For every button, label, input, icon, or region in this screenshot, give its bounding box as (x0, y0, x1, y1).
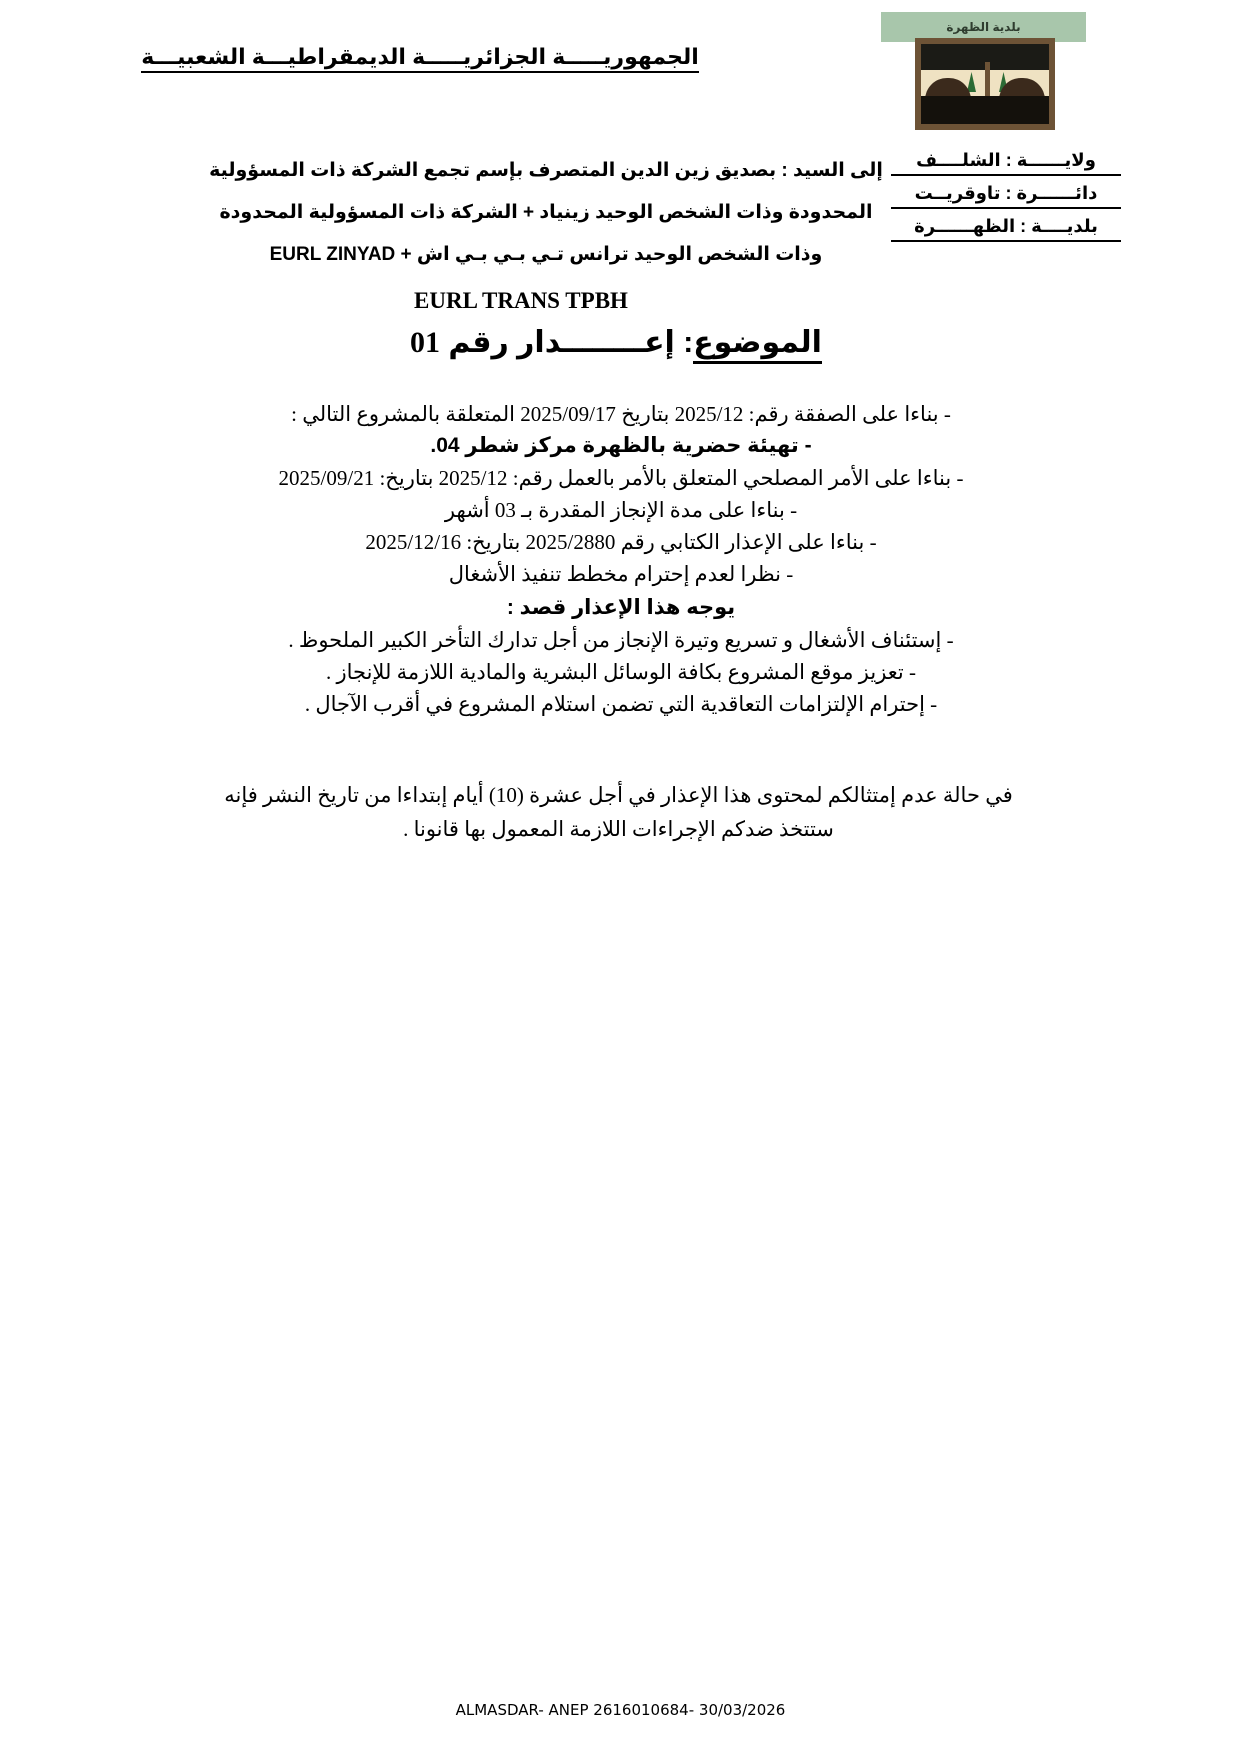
page-footer: ALMASDAR- ANEP 2616010684- 30/03/2026 (455, 1701, 786, 1719)
emblem-ground (921, 96, 1049, 124)
recipient-company-latin: EURL TRANS TPBH (414, 288, 628, 313)
closing-paragraph (131, 778, 1106, 846)
municipality-emblem (881, 12, 1086, 130)
body-line: - نظرا لعدم إحترام مخطط تنفيذ الأشغال (448, 562, 794, 586)
admin-line-wilaya: ولايــــــة : الشلــــف (891, 148, 1121, 176)
closing-line-1: في حالة عدم إمتثالكم لمحتوى هذا الإعذار في أجل عشرة (10) أيام إبتداءا من تاريخ النشر فإنه (224, 783, 1013, 807)
recipient-block (201, 150, 891, 276)
recipient-line-1: إلى السيد : بصديق زين الدين المتصرف بإسم تجمع الشركة ذات المسؤولية (209, 160, 883, 181)
intent-item: - إستئناف الأشغال و تسريع وتيرة الإنجاز من أجل تدارك التأخر الكبير الملحوظ . (288, 628, 954, 652)
administrative-block (891, 148, 1121, 247)
document-header (0, 0, 1241, 140)
body-line-project: - تهيئة حضرية بالظهرة مركز شطر 04. (430, 434, 812, 457)
intent-heading: يوجه هذا الإعذار قصد : (506, 596, 736, 619)
admin-line-baladia: بلديــــة : الظهــــــرة (891, 214, 1121, 242)
recipient-line-3: وذات الشخص الوحيد ترانس تـي بـي بـي اش + EURL ZINYAD (269, 244, 823, 265)
republic-title-text: الجمهوريـــــة الجزائريـــــة الديمقراطيـــة الشعبيـــة (141, 44, 699, 73)
closing-line-2: ستتخذ ضدكم الإجراءات اللازمة المعمول بها قانونا . (403, 817, 834, 841)
subject-separator: : (683, 326, 694, 359)
recipient-line-2: المحدودة وذات الشخص الوحيد زينياد + الشركة ذات المسؤولية المحدودة (219, 202, 873, 223)
republic-title (0, 44, 840, 70)
subject-text: إعــــــــدار رقم (448, 326, 675, 359)
admin-line-daira: دائــــــرة : تاوقريــت (891, 181, 1121, 209)
body-line: - بناءا على الأمر المصلحي المتعلق بالأمر بالعمل رقم: 2025/12 بتاريخ: 2025/09/21 (278, 466, 964, 490)
subject-heading (236, 325, 996, 360)
intent-item: - إحترام الإلتزامات التعاقدية التي تضمن استلام المشروع في أقرب الآجال . (304, 692, 938, 716)
emblem-banner-text: بلدية الظهرة (881, 12, 1086, 42)
intent-item: - تعزيز موقع المشروع بكافة الوسائل البشرية والمادية اللازمة للإنجاز . (325, 660, 917, 684)
body-line: - بناءا على الصفقة رقم: 2025/12 بتاريخ 2025/09/17 المتعلقة بالمشروع التالي : (291, 402, 951, 426)
subject-label: الموضوع (693, 326, 822, 364)
body-line: - بناءا على الإعذار الكتابي رقم 2025/2880 بتاريخ: 2025/12/16 (365, 530, 877, 554)
document-body (226, 398, 1016, 720)
body-line: - بناءا على مدة الإنجاز المقدرة بـ 03 أشهر (444, 498, 798, 522)
emblem-shield (915, 38, 1055, 130)
subject-number: 01 (410, 326, 441, 359)
